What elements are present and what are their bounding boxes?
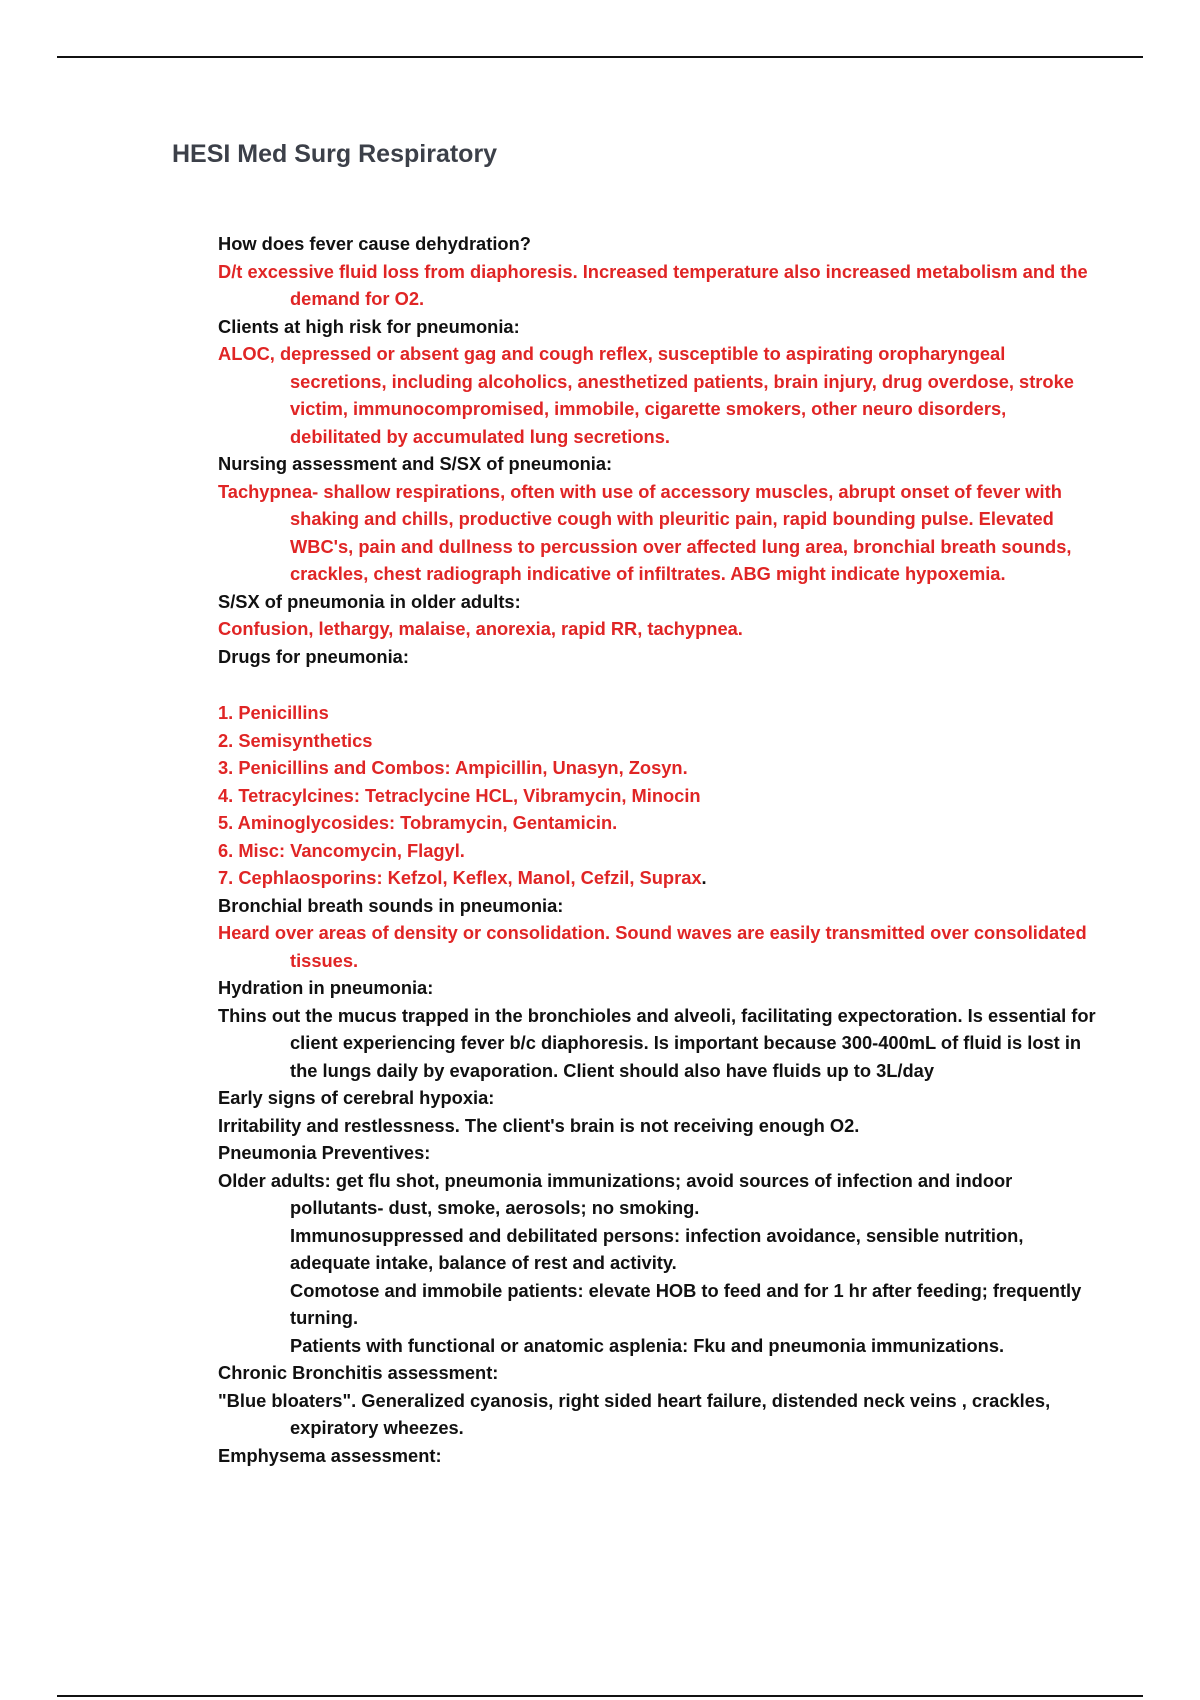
question: Pneumonia Preventives: [218, 1142, 431, 1163]
question: Bronchial breath sounds in pneumonia: [218, 894, 564, 916]
answer: Thins out the mucus trapped in the bronchioles and alveoli, facilitating expectoration. Is essential for client experiencing fever b/c diaphoresis. Is important because 300-400mL of fluid is lost in the lungs daily by evaporation. Client should also have fluids up to 3L/day [218, 1004, 1096, 1081]
drug-text: 7. Cephlaosporins: Kefzol, Keflex, Manol, Cefzil, Suprax [218, 867, 702, 888]
question: Chronic Bronchitis assessment: [218, 1362, 499, 1383]
answer: Confusion, lethargy, malaise, anorexia, rapid RR, tachypnea. [218, 618, 743, 639]
answer: Older adults: get flu shot, pneumonia immunizations; avoid sources of infection and indoor pollutants- dust, smoke, aerosols; no smoking. [218, 1169, 1013, 1218]
question: Nursing assessment and S/SX of pneumonia: [218, 453, 613, 474]
question: How does fever cause dehydration? [218, 233, 531, 254]
answer: Tachypnea- shallow respirations, often with use of accessory muscles, abrupt onset of fever with shaking and chills, productive cough with pleuritic pain, rapid bounding pulse. Elevated WBC's, pain and dullness to percussion over affected lung area, bronchial breath sounds, crackles, chest radiograph indicative of infiltrates. ABG might indicate hypoxemia. [218, 480, 1072, 584]
top-rule [57, 56, 1143, 58]
drug-list-item: 5. Aminoglycosides: Tobramycin, Gentamicin. [218, 812, 618, 833]
answer-continuation: Immunosuppressed and debilitated persons: infection avoidance, sensible nutrition, adequate intake, balance of rest and activity. [290, 1224, 1024, 1273]
drug-list-item: 2. Semisynthetics [218, 729, 373, 751]
question: S/SX of pneumonia in older adults: [218, 590, 521, 612]
drug-period: . [701, 867, 707, 888]
page-title: HESI Med Surg Respiratory [172, 140, 498, 168]
spacer [218, 670, 1098, 699]
answer-continuation: Patients with functional or anatomic asplenia: Fku and pneumonia immunizations. [290, 1334, 1005, 1356]
drug-list-item: 6. Misc: Vancomycin, Flagyl. [218, 839, 465, 861]
drug-list-item: 1. Penicillins [218, 702, 329, 723]
drug-list-item [218, 864, 1098, 892]
answer: Heard over areas of density or consolidation. Sound waves are easily transmitted over consolidated tissues. [218, 922, 1087, 971]
bottom-rule [57, 1695, 1143, 1697]
document-body [218, 230, 1098, 1469]
drug-list-item: 4. Tetracylcines: Tetraclycine HCL, Vibramycin, Minocin [218, 784, 701, 806]
question: Drugs for pneumonia: [218, 645, 409, 667]
question: Emphysema assessment: [218, 1444, 442, 1466]
answer: ALOC, depressed or absent gag and cough reflex, susceptible to aspirating oropharyngeal secretions, including alcoholics, anesthetized patients, brain injury, drug overdose, stroke victim, immunocompromised, immobile, cigarette smokers, other neuro disorders, debilitated by accumulated lung secretions. [218, 343, 1074, 447]
drug-list-item: 3. Penicillins and Combos: Ampicillin, Unasyn, Zosyn. [218, 757, 688, 778]
question: Hydration in pneumonia: [218, 977, 434, 998]
answer: D/t excessive fluid loss from diaphoresis. Increased temperature also increased metabolism and the demand for O2. [218, 260, 1088, 309]
answer: "Blue bloaters". Generalized cyanosis, right sided heart failure, distended neck veins , crackles, expiratory wheezes. [218, 1389, 1051, 1438]
answer-continuation: Comotose and immobile patients: elevate HOB to feed and for 1 hr after feeding; frequently turning. [290, 1279, 1082, 1328]
question: Early signs of cerebral hypoxia: [218, 1087, 495, 1108]
question: Clients at high risk for pneumonia: [218, 315, 520, 337]
answer: Irritability and restlessness. The client's brain is not receiving enough O2. [218, 1114, 860, 1136]
